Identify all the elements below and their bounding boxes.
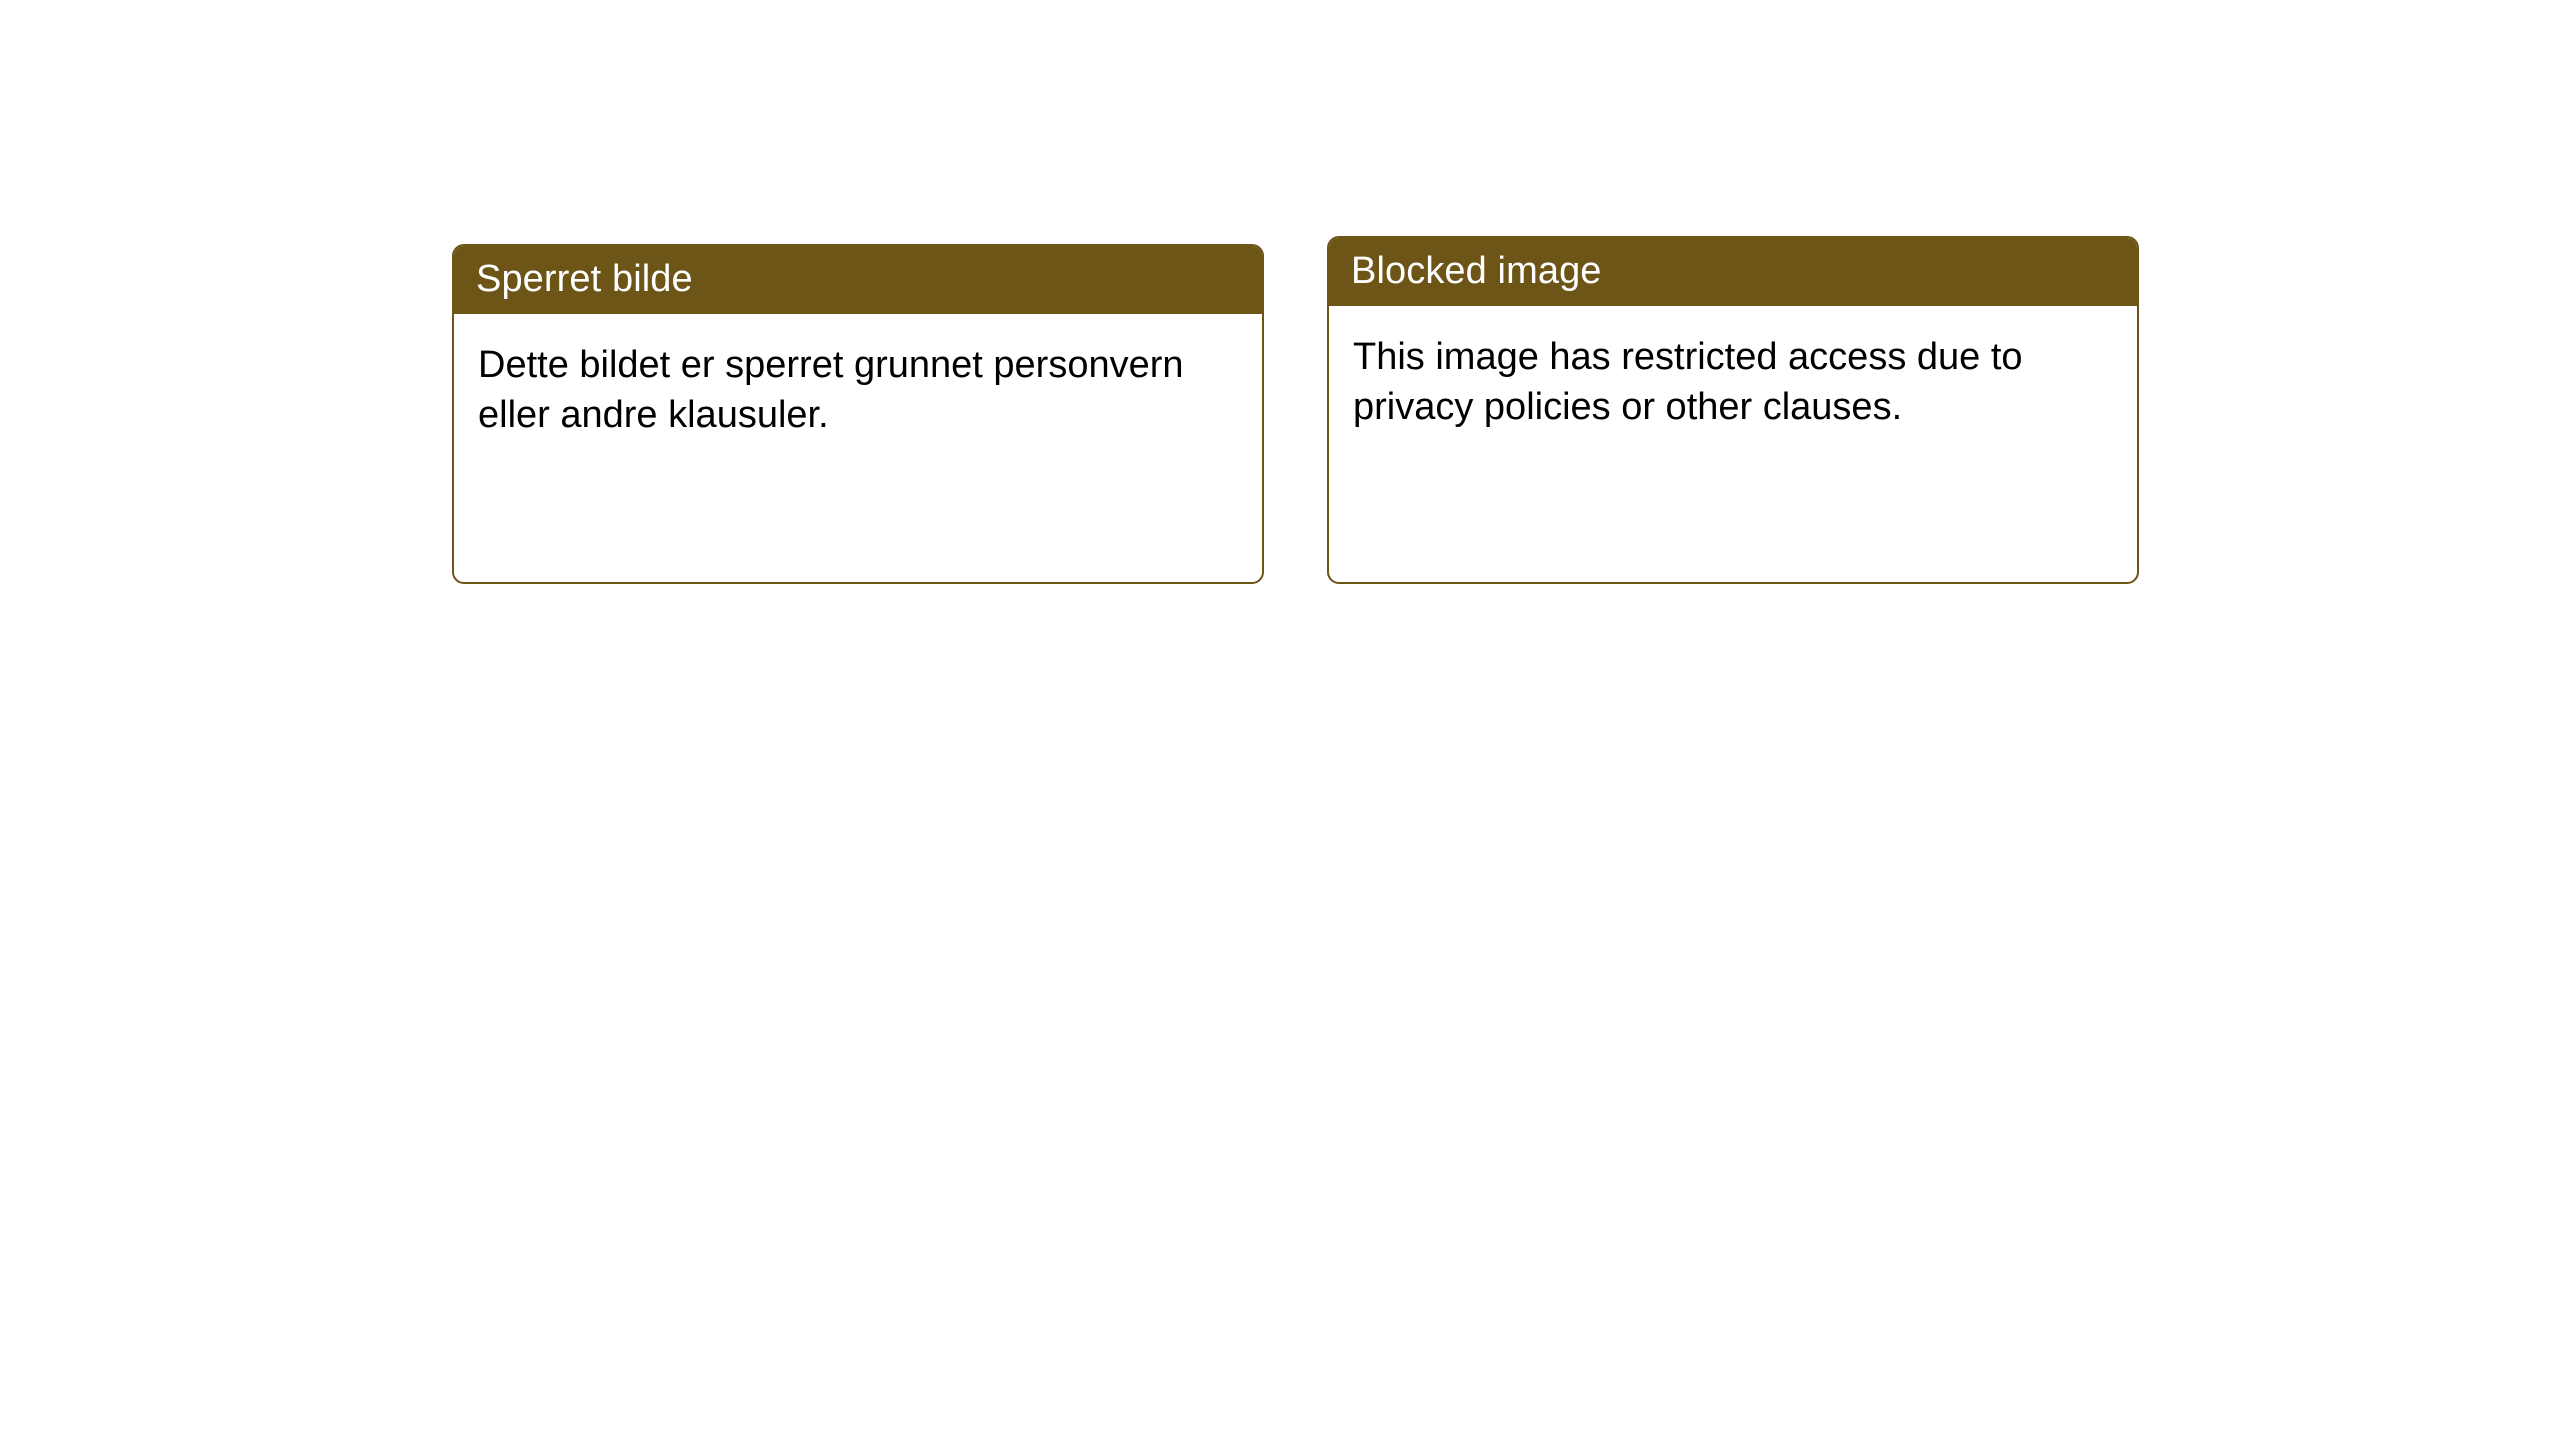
notice-body-english [1329,306,2137,432]
notice-message-norwegian: Dette bildet er sperret grunnet personvern eller andre klausuler. [478,344,1184,437]
notice-title-english: Blocked image [1329,238,2137,306]
notice-title-norwegian: Sperret bilde [454,246,1262,314]
blocked-image-notice-norwegian [452,244,1264,584]
blocked-image-notice-english [1327,236,2139,584]
notice-message-english: This image has restricted access due to privacy policies or other clauses. [1353,336,2023,429]
notice-body-norwegian [454,314,1262,440]
